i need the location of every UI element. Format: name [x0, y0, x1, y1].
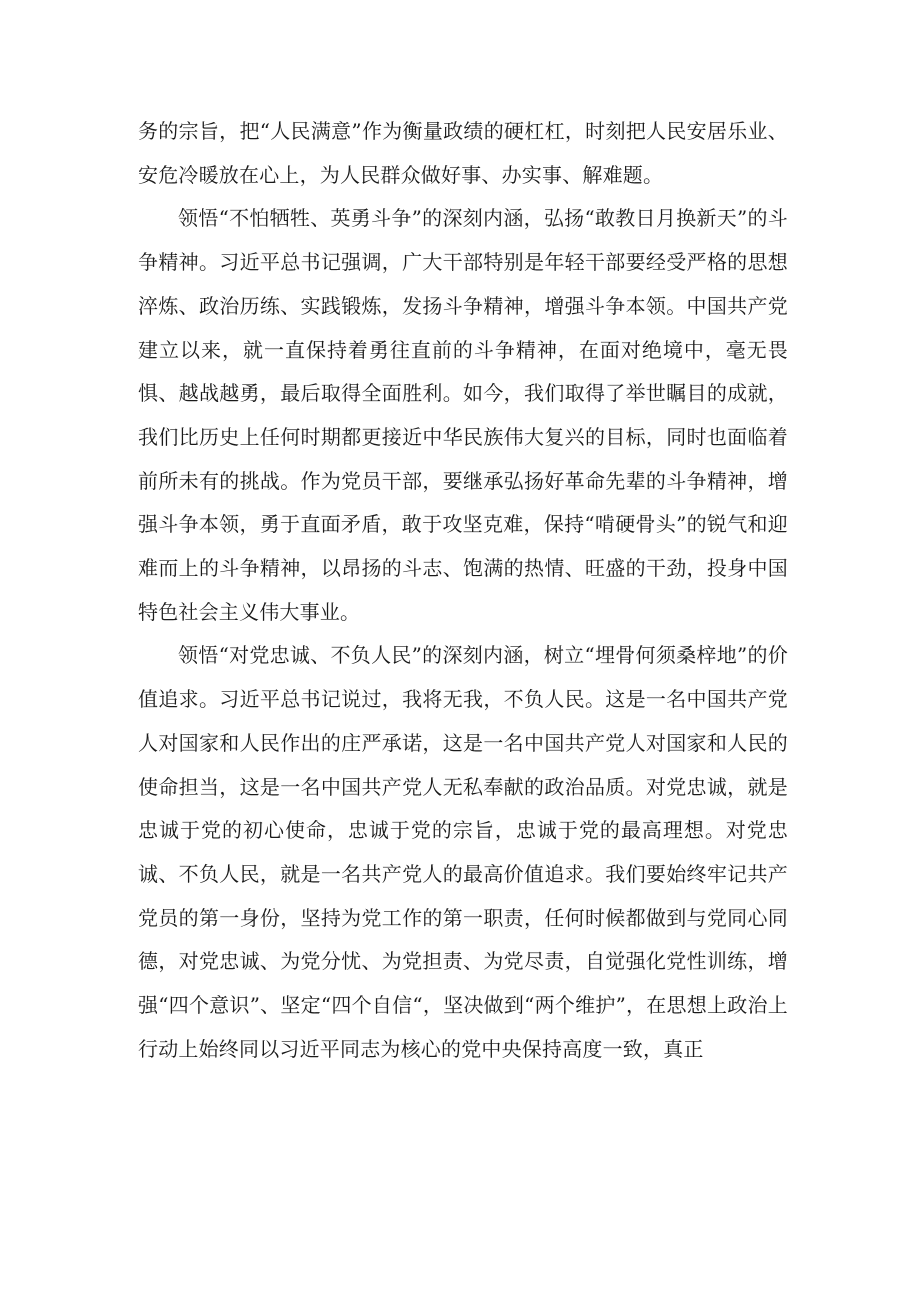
paragraph-continuation: 务的宗旨，把“人民满意”作为衡量政绩的硬杠杠，时刻把人民安居乐业、安危冷暖放在心上，为人民群众做好事、办实事、解难题。 [138, 119, 788, 187]
paragraph-loyalty-to-party: 领悟“对党忠诚、不负人民”的深刻内涵，树立“埋骨何须桑梓地”的价值追求。习近平总书记说过，我将无我，不负人民。这是一名中国共产党人对国家和人民作出的庄严承诺，这是一名中国共产党人对国家和人民的使命担当，这是一名中国共产党人无私奉献的政治品质。对党忠诚，就是忠诚于党的初心使命，忠诚于党的宗旨，忠诚于党的最高理想。对党忠诚、不负人民，就是一名共产党人的最高价值追求。我们要始终牢记共产党员的第一身份，坚持为党工作的第一职责，任何时候都做到与党同心同德，对党忠诚、为党分忧、为党担责、为党尽责，自觉强化党性训练，增强“四个意识”、坚定“四个自信“，坚决做到“两个维护”，在思想上政治上行动上始终同以习近平同志为核心的党中央保持高度一致，真正 [138, 643, 788, 1061]
document-body [138, 110, 788, 1071]
paragraph-struggle-spirit: 领悟“不怕牺牲、英勇斗争”的深刻内涵，弘扬“敢教日月换新天”的斗争精神。习近平总书记强调，广大干部特别是年轻干部要经受严格的思想淬炼、政治历练、实践锻炼，发扬斗争精神，增强斗争本领。中国共产党建立以来，就一直保持着勇往直前的斗争精神，在面对绝境中，毫无畏惧、越战越勇，最后取得全面胜利。如今，我们取得了举世瞩目的成就，我们比历史上任何时期都更接近中华民族伟大复兴的目标，同时也面临着前所未有的挑战。作为党员干部，要继承弘扬好革命先辈的斗争精神，增强斗争本领，勇于直面矛盾，敢于攻坚克难，保持“啃硬骨头”的锐气和迎难而上的斗争精神，以昂扬的斗志、饱满的热情、旺盛的干劲，投身中国特色社会主义伟大事业。 [138, 206, 788, 624]
